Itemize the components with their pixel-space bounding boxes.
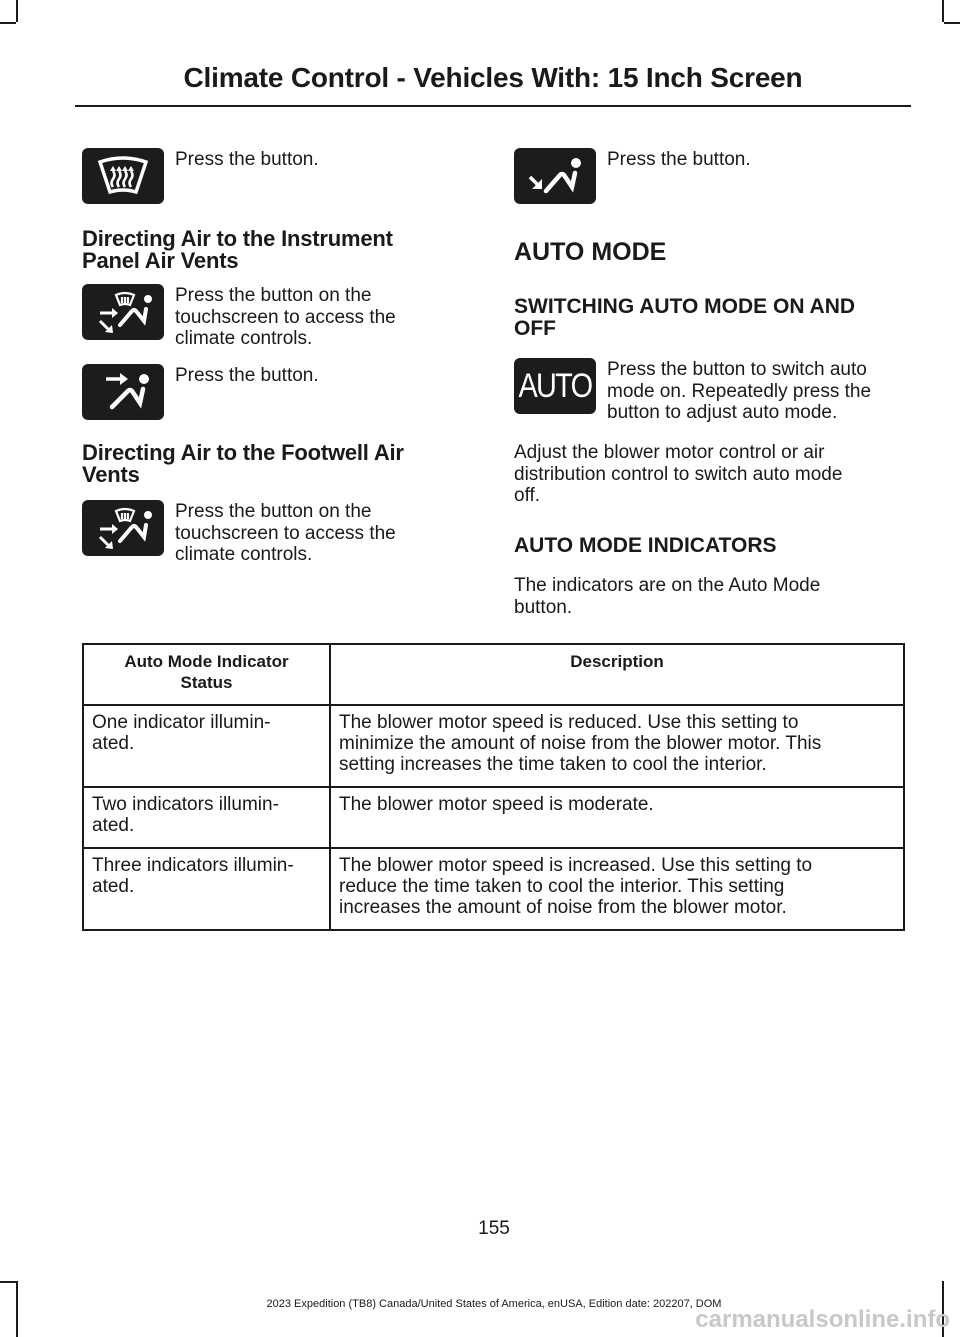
indicator-table: [82, 643, 905, 931]
paragraph: [514, 442, 842, 507]
header-divider: [75, 105, 911, 107]
auto-button-icon: [514, 358, 596, 414]
text-line: touchscreen to access the: [175, 522, 396, 544]
watermark: carmanualsonline.info: [695, 1306, 950, 1333]
cell-line: setting increases the time taken to cool the interior.: [339, 754, 767, 775]
text-line: climate controls.: [175, 544, 313, 565]
text-line: Press the button on the: [175, 501, 372, 522]
text-line: touchscreen to access the: [175, 306, 396, 328]
heading-line: OFF: [514, 317, 556, 340]
text-line: mode on. Repeatedly press the: [607, 380, 872, 402]
heading-line: Directing Air to the Instrument: [82, 226, 393, 251]
section-heading-auto-mode: AUTO MODE: [514, 238, 667, 266]
heading-line: Panel Air Vents: [82, 248, 239, 273]
text-line: climate controls.: [175, 328, 313, 349]
instruction-text: [607, 359, 871, 424]
cell-line: reduce the time taken to cool the interior. This setting: [339, 876, 785, 897]
heading-line: Directing Air to the Footwell Air: [82, 440, 404, 465]
instruction-text: Press the button.: [607, 149, 751, 170]
heading-line: SWITCHING AUTO MODE ON AND: [514, 295, 856, 318]
paragraph: [514, 575, 820, 618]
windshield-defrost-icon: [82, 148, 164, 204]
climate-controls-icon: [82, 500, 164, 556]
crop-mark: [0, 1281, 16, 1283]
instruction-text: [175, 285, 396, 350]
page-number: 155: [478, 1218, 510, 1239]
header-line: Status: [180, 673, 233, 692]
section-heading-instrument-panel: [82, 228, 393, 272]
edition-footer: 2023 Expedition (TB8) Canada/United States of America, enUSA, Edition date: 202207, DOM: [266, 1298, 722, 1310]
subsection-heading-switching: [514, 296, 855, 340]
crop-mark: [942, 0, 944, 22]
cell-line: minimize the amount of noise from the blower motor. This: [339, 733, 822, 754]
cell-line: The blower motor speed is moderate.: [339, 794, 654, 815]
crop-mark: [944, 22, 960, 24]
floor-vent-icon: [514, 148, 596, 204]
heading-line: Vents: [82, 462, 140, 487]
cell-line: Two indicators illumin-: [92, 794, 279, 815]
climate-controls-icon: [82, 284, 164, 340]
text-line: Adjust the blower motor control or air: [514, 442, 825, 463]
cell-line: ated.: [92, 733, 135, 754]
instruction-text: [175, 501, 396, 566]
page-title: Climate Control - Vehicles With: 15 Inch Screen: [183, 62, 803, 93]
cell-line: One indicator illumin-: [92, 712, 271, 733]
text-line: Press the button on the: [175, 285, 372, 306]
cell-line: increases the amount of noise from the blower motor.: [339, 897, 787, 918]
header-line: Auto Mode Indicator: [124, 652, 289, 671]
column-header-status: [83, 644, 330, 705]
cell-line: The blower motor speed is reduced. Use this setting to: [339, 712, 799, 733]
instruction-text: Press the button.: [175, 149, 319, 170]
auto-icon-label: AUTO: [518, 366, 592, 405]
text-line: distribution control to switch auto mode: [514, 463, 843, 485]
text-line: The indicators are on the Auto Mode: [514, 575, 821, 596]
cell-line: Three indicators illumin-: [92, 855, 294, 876]
status-cell: [83, 705, 330, 787]
status-cell: [83, 848, 330, 930]
section-heading-footwell: [82, 442, 404, 486]
description-cell: [330, 705, 904, 787]
panel-vent-icon: [82, 364, 164, 420]
text-line: off.: [514, 485, 541, 506]
table-header-row: [83, 644, 904, 705]
column-header-description: Description: [330, 644, 904, 705]
description-cell: [330, 787, 904, 848]
cell-line: The blower motor speed is increased. Use this setting to: [339, 855, 813, 876]
subsection-heading-indicators: AUTO MODE INDICATORS: [514, 534, 777, 557]
status-cell: [83, 787, 330, 848]
table-row: [83, 705, 904, 787]
text-line: button.: [514, 596, 573, 618]
table-row: [83, 848, 904, 930]
text-line: button to adjust auto mode.: [607, 402, 838, 423]
table-row: [83, 787, 904, 848]
instruction-text: Press the button.: [175, 365, 319, 386]
text-line: Press the button to switch auto: [607, 359, 867, 380]
description-cell: [330, 848, 904, 930]
crop-mark: [16, 0, 18, 22]
crop-mark: [0, 22, 16, 24]
cell-line: ated.: [92, 815, 135, 836]
cell-line: ated.: [92, 876, 135, 897]
